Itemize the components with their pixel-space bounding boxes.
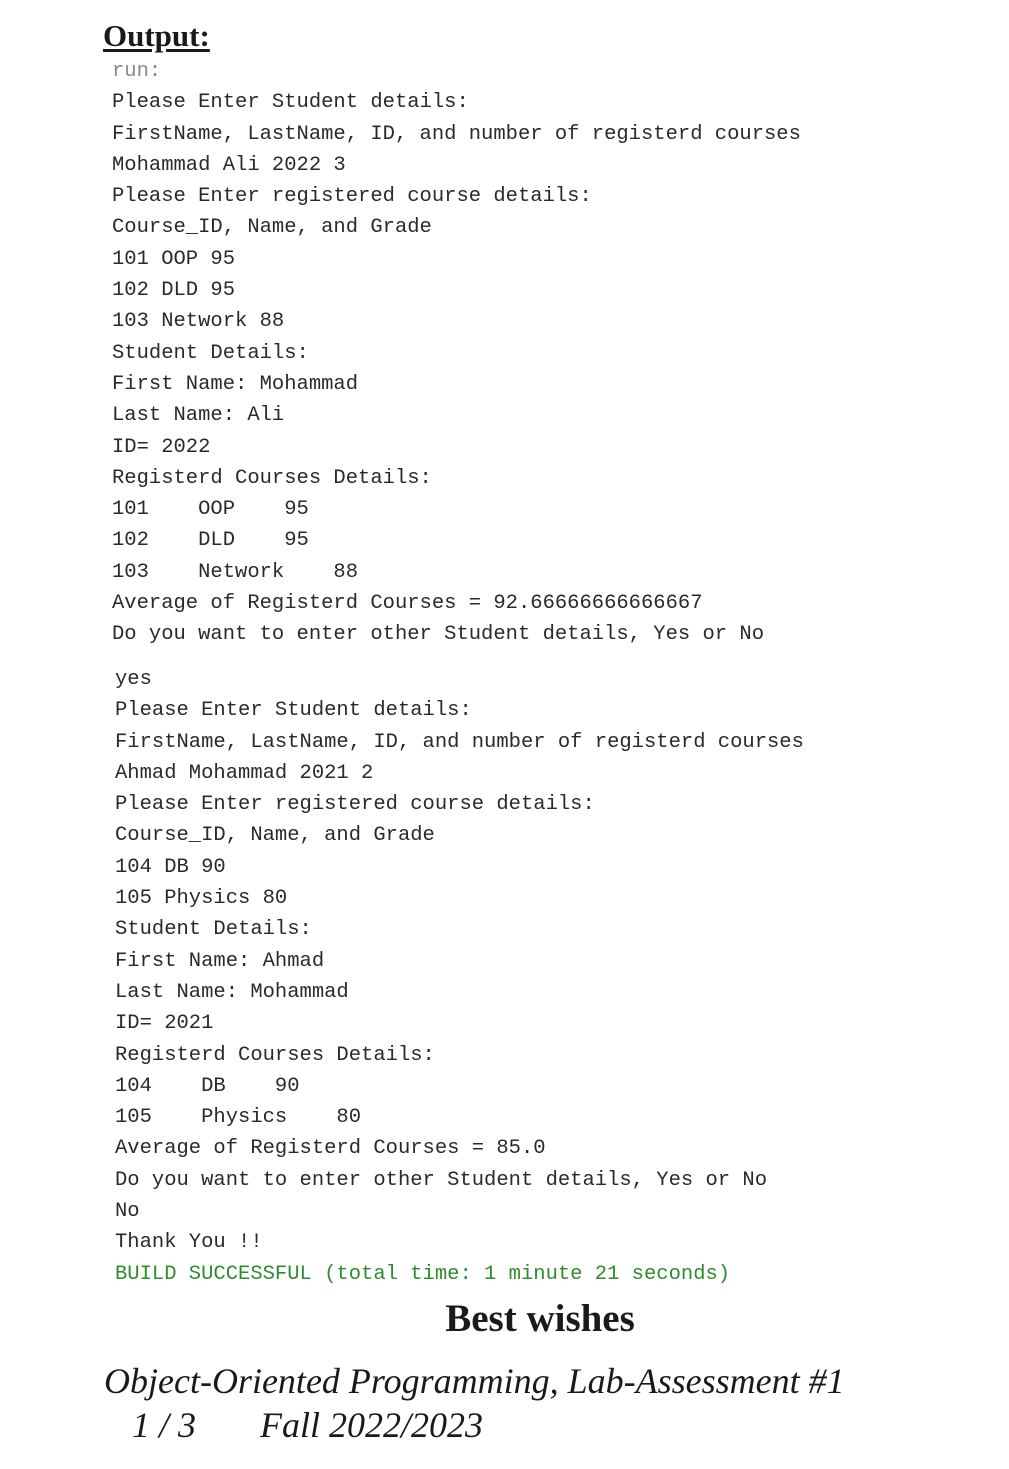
console-line: run: [112, 60, 162, 83]
console-line: 102 DLD 95 [112, 529, 309, 553]
console-line: Student Details: [112, 341, 309, 365]
output-heading: Output: [103, 18, 210, 53]
console-line: Please Enter Student details: [112, 91, 469, 115]
console-line: Average of Registerd Courses = 85.0 [115, 1137, 546, 1161]
console-output-second-run [115, 664, 995, 1290]
console-line: Last Name: Mohammad [115, 980, 349, 1004]
footer-term: Fall 2022/2023 [260, 1405, 483, 1445]
console-line: 102 DLD 95 [112, 279, 236, 303]
footer-page-number: 1 / 3 [132, 1405, 197, 1445]
console-line: Please Enter registered course details: [115, 793, 595, 817]
console-line: 104 DB 90 [115, 1074, 300, 1098]
console-line: ID= 2021 [115, 1012, 214, 1036]
console-line: BUILD SUCCESSFUL (total time: 1 minute 21 seconds) [115, 1262, 731, 1286]
console-line: yes [115, 668, 152, 691]
console-line: 105 Physics 80 [115, 887, 288, 911]
footer-meta [132, 1404, 483, 1446]
console-line: FirstName, LastName, ID, and number of registerd courses [115, 730, 804, 754]
console-line: FirstName, LastName, ID, and number of registerd courses [112, 122, 801, 146]
console-line: No [115, 1200, 140, 1224]
console-line: 101 OOP 95 [112, 498, 309, 522]
console-line: Average of Registerd Courses = 92.66666666666667 [112, 592, 703, 616]
console-line: Last Name: Ali [112, 404, 285, 428]
console-line: Registerd Courses Details: [112, 466, 432, 490]
console-line: First Name: Ahmad [115, 949, 325, 973]
console-line: 103 Network 88 [112, 560, 359, 584]
console-line: 105 Physics 80 [115, 1106, 362, 1130]
console-line: 103 Network 88 [112, 310, 285, 334]
console-line: ID= 2022 [112, 435, 211, 459]
console-line: Mohammad Ali 2022 3 [112, 153, 346, 177]
footer-course-title: Object-Oriented Programming, Lab-Assessment #1 [104, 1361, 845, 1401]
console-line: Ahmad Mohammad 2021 2 [115, 761, 374, 785]
console-line: Student Details: [115, 918, 312, 942]
console-line: Course_ID, Name, and Grade [115, 824, 435, 848]
console-line: Thank You !! [115, 1231, 263, 1255]
console-output-first-run [112, 56, 992, 651]
console-line: Course_ID, Name, and Grade [112, 216, 432, 240]
best-wishes-text: Best wishes [445, 1297, 635, 1340]
console-line: First Name: Mohammad [112, 372, 359, 396]
console-line: 101 OOP 95 [112, 247, 236, 271]
console-line: Registerd Courses Details: [115, 1043, 435, 1067]
console-line: 104 DB 90 [115, 855, 226, 879]
console-line: Please Enter registered course details: [112, 185, 592, 209]
console-line: Do you want to enter other Student details, Yes or No [112, 623, 765, 647]
console-line: Please Enter Student details: [115, 699, 472, 723]
console-line: Do you want to enter other Student details, Yes or No [115, 1168, 768, 1192]
